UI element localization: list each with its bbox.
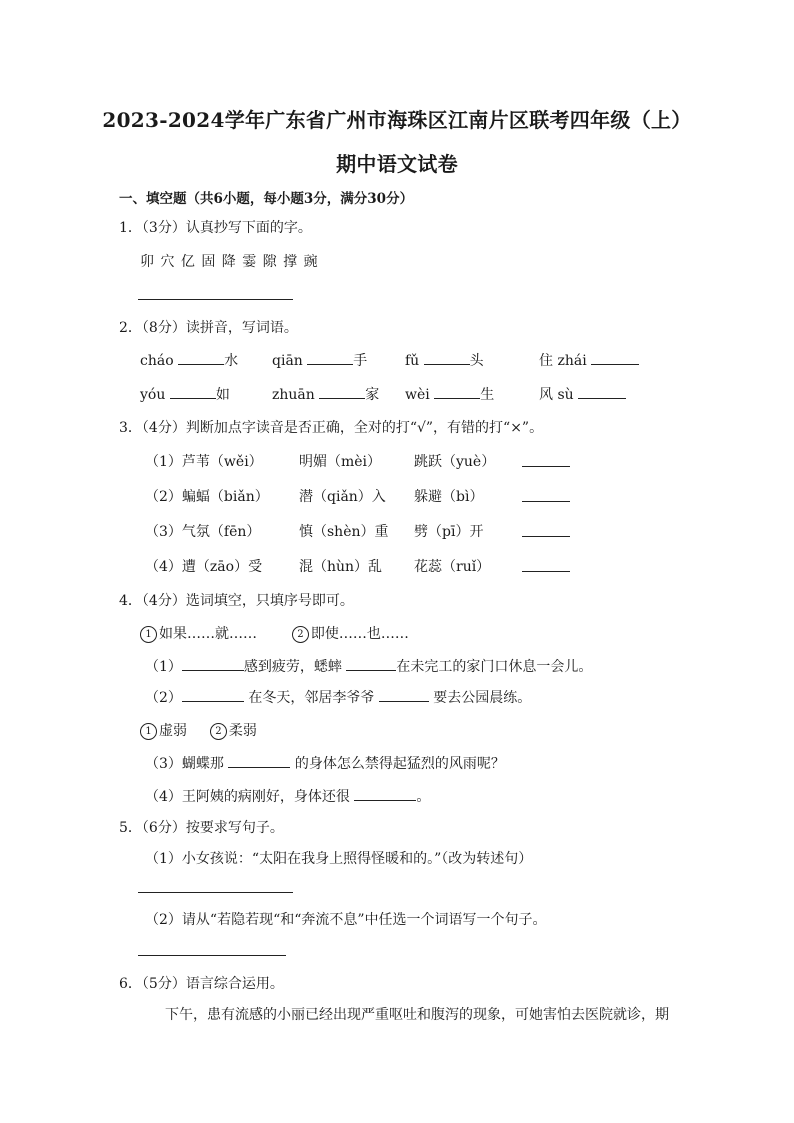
q4-stem: 4．（4分）选词填空，只填序号即可。 [119,593,354,609]
answer-blank[interactable] [170,384,216,399]
q2-item: zhuān 家 [272,384,379,404]
q2-item: 风 sù [539,384,626,404]
q3-row: （1）芦苇（wěi） [145,454,263,470]
option-number-2: 2 [292,626,309,643]
q3-answer-line[interactable] [522,501,570,502]
q3-word: 慎（shèn）重 [299,524,389,540]
q5-answer-line[interactable] [138,955,286,956]
q4-options-1: 1 如果……就…… 2 即使……也…… [140,623,409,643]
q4-sentence-4: （4）王阿姨的病刚好，身体还很 。 [145,786,430,806]
answer-blank[interactable] [591,350,639,365]
q3-answer-line[interactable] [522,536,570,537]
q3-row: （3）气氛（fēn） [145,524,261,540]
exam-title-line1: 2023-2024学年广东省广州市海珠区江南片区联考四年级（上） [102,108,692,132]
q2-item: yóu 如 [140,384,230,404]
answer-blank[interactable] [178,350,224,365]
q2-stem: 2．（8分）读拼音，写词语。 [119,320,298,336]
answer-blank[interactable] [346,656,396,671]
q6-paragraph: 下午，患有流感的小丽已经出现严重呕吐和腹泻的现象，可她害怕去医院就诊，期 [165,1007,669,1023]
option-number-1: 1 [140,626,157,643]
q3-word: 劈（pī）开 [414,524,484,540]
q4-options-2: 1 虚弱 2 柔弱 [140,720,257,740]
q5-answer-line[interactable] [138,892,293,893]
q3-row: （2）蝙蝠（biǎn） [145,489,269,505]
option-number-1: 1 [140,723,157,740]
section-heading: 一、填空题（共6小题，每小题3分，满分30分） [119,191,414,207]
q3-word: 花蕊（ruǐ） [414,559,491,575]
q3-word: 跳跃（yuè） [414,454,496,470]
answer-blank[interactable] [228,753,290,768]
q4-sentence-3: （3）蝴蝶那 的身体怎么禁得起猛烈的风雨呢？ [145,753,505,773]
answer-blank[interactable] [182,687,244,702]
exam-title-line2: 期中语文试卷 [336,152,458,176]
answer-blank[interactable] [434,384,480,399]
q4-sentence-1: （1） 感到疲劳，蟋蟀 在未完工的家门口休息一会儿。 [145,656,592,676]
answer-blank[interactable] [307,350,353,365]
answer-blank[interactable] [182,656,244,671]
option-number-2: 2 [210,723,227,740]
q3-word: 潜（qiǎn）入 [299,489,386,505]
q3-stem: 3．（4分）判断加点字读音是否正确，全对的打“√”，有错的打“×”。 [119,420,544,436]
q4-sentence-2: （2） 在冬天，邻居李爷爷 要去公园晨练。 [145,687,531,707]
q2-item: qiān 手 [272,350,367,370]
q3-word: 明媚（mèi） [299,454,382,470]
answer-blank[interactable] [424,350,470,365]
q5-stem: 5．（6分）按要求写句子。 [119,820,284,836]
answer-blank[interactable] [319,384,365,399]
q1-stem: 1．（3分）认真抄写下面的字。 [119,220,312,236]
q3-answer-line[interactable] [522,571,570,572]
q1-answer-line[interactable] [138,299,293,300]
q5-sentence-1: （1）小女孩说：“太阳在我身上照得怪暖和的。”（改为转述句） [145,851,533,867]
answer-blank[interactable] [578,384,626,399]
q3-word: 混（hùn）乱 [299,559,383,575]
q1-characters: 卯 穴 亿 固 降 霎 隙 撑 豌 [140,254,319,270]
q2-item: fǔ 头 [405,350,484,370]
answer-blank[interactable] [379,687,429,702]
q2-item: cháo 水 [140,350,238,370]
q6-stem: 6．（5分）语言综合运用。 [119,976,284,992]
answer-blank[interactable] [354,786,416,801]
q3-answer-line[interactable] [522,466,570,467]
q5-sentence-2: （2）请从“若隐若现“和“奔流不息”中任选一个词语写一个句子。 [145,912,547,928]
q3-row: （4）遭（zāo）受 [145,559,263,575]
q2-item: wèi 生 [405,384,494,404]
q3-word: 躲避（bì） [414,489,484,505]
q2-item: 住 zhái [539,350,639,370]
